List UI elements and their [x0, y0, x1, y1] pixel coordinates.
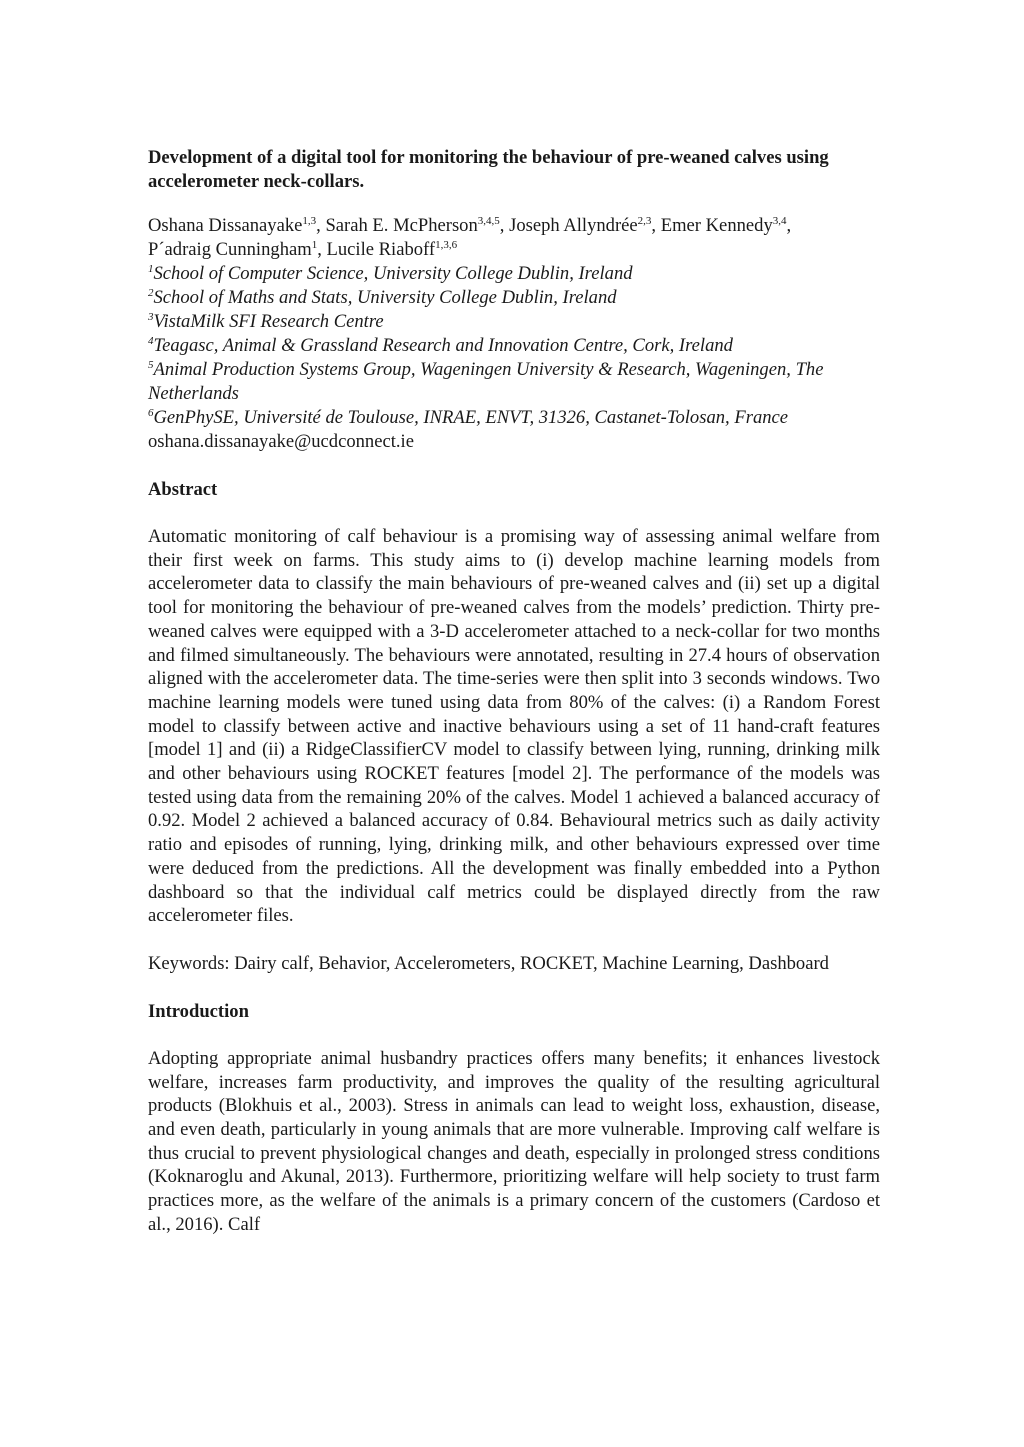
author: Joseph Allyndrée$^{2,3}$, — [509, 214, 661, 236]
abstract-heading: Abstract — [148, 479, 218, 500]
author: Oshana Dissanayake$^{1,3}$, — [148, 214, 326, 236]
abstract-text: Automatic monitoring of calf behaviour is a promising way of assessing animal welfare from their first week on farms. This study aims to (i) develop machine learning models from accelerometer data to classify the main behaviours of pre-weaned calves and (ii) set up a digital tool for monitoring the behaviour of pre-weaned calves from the models’ prediction. Thirty pre-weaned calves were equipped with a 3-D accelerometer attached to a neck-collar for two months and filmed simultaneously. The behaviours were annotated, resulting in 27.4 hours of observation aligned with the accelerometer data. The time-series were then split into 3 seconds windows. Two machine learning models were tuned using data from 80% of the calves: (i) a Random Forest model to classify between active and inactive behaviours using a set of 11 hand-craft features [model 1] and (ii) a RidgeClassifierCV model to classify between lying, running, drinking milk and other behaviours using ROCKET features [model 2]. The performance of the models was tested using data from the remaining 20% of the calves. Model 1 achieved a balanced accuracy of 0.92. Model 2 achieved a balanced accuracy of 0.84. Behavioural metrics such as daily activity ratio and episodes of running, lying, drinking milk, and other behaviours expressed over time were deduced from the predictions. All the development was finally embedded into a Python dashboard so that the individual calf metrics could be displayed directly from the raw accelerometer files. — [148, 526, 880, 927]
affiliation-list — [148, 262, 880, 430]
affiliation: $^4$Teagasc, Animal & Grassland Research and Innovation Centre, Cork, Ireland — [148, 334, 733, 356]
introduction-text: Adopting appropriate animal husbandry practices offers many benefits; it enhances livestock welfare, increases farm productivity, and improves the quality of the resulting agricultural products (Blokhuis et al., 2003). Stress in animals can lead to weight loss, exhaustion, disease, and even death, particularly in young animals that are more vulnerable. Improving calf welfare is thus crucial to prevent physiological changes and death, especially in prolonged stress conditions (Koknaroglu and Akunal, 2013). Furthermore, prioritizing welfare will help society to trust farm practices more, as the welfare of the animals is a primary concern of the customers (Cardoso et al., 2016). Calf — [148, 1047, 880, 1235]
affiliation: $^1$School of Computer Science, University College Dublin, Ireland — [148, 262, 633, 284]
author: Sarah E. McPherson$^{3,4,5}$, — [325, 214, 510, 236]
author: Emer Kennedy$^{3,4}$, — [660, 214, 792, 236]
author: P´adraig Cunningham$^1$, — [148, 238, 327, 260]
keywords: Keywords: Dairy calf, Behavior, Accelerometers, ROCKET, Machine Learning, Dashboard — [148, 952, 829, 974]
author: Lucile Riaboff$^{1,3,6}$ — [326, 238, 458, 260]
affiliation: $^2$School of Maths and Stats, University College Dublin, Ireland — [148, 286, 617, 308]
introduction-heading: Introduction — [148, 1000, 249, 1022]
paper-page — [148, 146, 880, 1237]
contact-email[interactable]: oshana.dissanayake@ucdconnect.ie — [148, 431, 414, 452]
affiliation: $^6$GenPhySE, Université de Toulouse, INRAE, ENVT, 31326, Castanet-Tolosan, France — [148, 406, 789, 428]
affiliation: $^5$Animal Production Systems Group, Wageningen University & Research, Wageningen, The Netherlands — [148, 358, 824, 404]
author-list — [148, 214, 880, 262]
paper-title: Development of a digital tool for monitoring the behaviour of pre-weaned calves using accelerometer neck-collars. — [148, 147, 829, 192]
affiliation: $^3$VistaMilk SFI Research Centre — [148, 310, 384, 332]
